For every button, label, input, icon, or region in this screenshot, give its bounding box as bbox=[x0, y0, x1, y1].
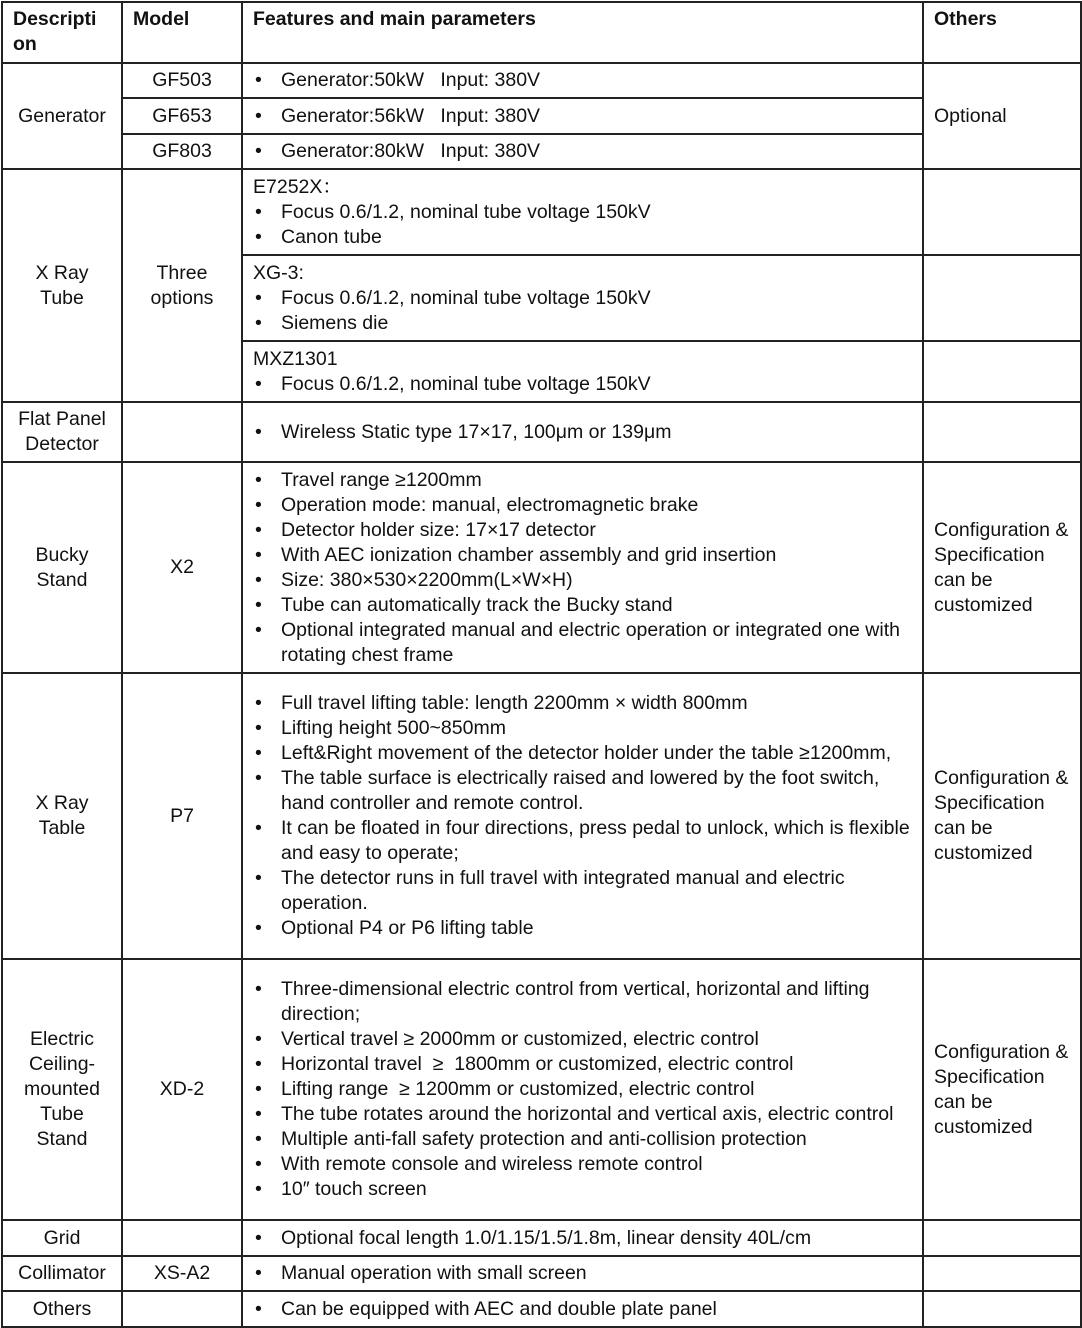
bucky-stand-others: Configuration & Specification can be customized bbox=[923, 462, 1081, 673]
bullet: • Focus 0.6/1.2, nominal tube voltage 150kV bbox=[253, 286, 912, 311]
bullet: • Lifting height 500~850mm bbox=[253, 716, 912, 741]
generator-row-1 bbox=[2, 63, 1081, 98]
flat-panel-model bbox=[122, 402, 242, 462]
bullet: • Siemens die bbox=[253, 311, 912, 336]
bullet: • Optional P4 or P6 lifting table bbox=[253, 916, 912, 941]
bullet: • Focus 0.6/1.2, nominal tube voltage 150kV bbox=[253, 372, 912, 397]
collimator-model: XS-A2 bbox=[122, 1256, 242, 1291]
generator-others: Optional bbox=[923, 63, 1081, 169]
ceiling-stand-row bbox=[2, 959, 1081, 1220]
others-model bbox=[122, 1291, 242, 1327]
xray-tube-option-1 bbox=[242, 169, 923, 255]
collimator-others bbox=[923, 1256, 1081, 1291]
flat-panel-others bbox=[923, 402, 1081, 462]
xray-table-row bbox=[2, 673, 1081, 959]
xray-tube-others-1 bbox=[923, 169, 1081, 255]
generator-description: Generator bbox=[2, 63, 122, 169]
ceiling-stand-others: Configuration & Specification can be customized bbox=[923, 959, 1081, 1220]
generator-model-3: GF803 bbox=[122, 134, 242, 169]
bullet: • Travel range ≥1200mm bbox=[253, 468, 912, 493]
bullet: • Multiple anti-fall safety protection and anti-collision protection bbox=[253, 1127, 912, 1152]
xray-tube-model: Three options bbox=[122, 169, 242, 402]
collimator-row bbox=[2, 1256, 1081, 1291]
header-others: Others bbox=[923, 2, 1081, 63]
bullet: • Manual operation with small screen bbox=[253, 1261, 912, 1286]
grid-model bbox=[122, 1220, 242, 1256]
generator-feature-1 bbox=[242, 63, 923, 98]
bullet: • Wireless Static type 17×17, 100μm or 139μm bbox=[253, 420, 912, 445]
bullet: • Canon tube bbox=[253, 225, 912, 250]
xray-table-others: Configuration & Specification can be customized bbox=[923, 673, 1081, 959]
bullet: • Operation mode: manual, electromagnetic brake bbox=[253, 493, 912, 518]
others-features bbox=[242, 1291, 923, 1327]
bullet: • Size: 380×530×2200mm(L×W×H) bbox=[253, 568, 912, 593]
ceiling-stand-features bbox=[242, 959, 923, 1220]
bullet: • With remote console and wireless remote control bbox=[253, 1152, 912, 1177]
bullet: • The tube rotates around the horizontal and vertical axis, electric control bbox=[253, 1102, 912, 1127]
header-row bbox=[2, 2, 1081, 63]
header-description: Descripti on bbox=[2, 2, 122, 63]
ceiling-stand-model: XD-2 bbox=[122, 959, 242, 1220]
generator-row-3 bbox=[2, 134, 1081, 169]
ceiling-stand-description: Electric Ceiling-mounted Tube Stand bbox=[2, 959, 122, 1220]
option-title: E7252X： bbox=[253, 175, 342, 198]
bullet: • Three-dimensional electric control from vertical, horizontal and lifting direction; bbox=[253, 977, 912, 1027]
bullet: • Lifting range ≥ 1200mm or customized, electric control bbox=[253, 1077, 912, 1102]
option-title: XG-3: bbox=[253, 261, 304, 284]
flat-panel-features bbox=[242, 402, 923, 462]
grid-features bbox=[242, 1220, 923, 1256]
grid-row bbox=[2, 1220, 1081, 1256]
bullet: • Generator:56kW Input: 380V bbox=[253, 104, 912, 129]
bullet: • Generator:50kW Input: 380V bbox=[253, 68, 912, 93]
bullet: • It can be floated in four directions, press pedal to unlock, which is flexible and easy to operate; bbox=[253, 816, 912, 866]
bucky-stand-model: X2 bbox=[122, 462, 242, 673]
xray-tube-option-3 bbox=[242, 341, 923, 402]
bullet: • 10″ touch screen bbox=[253, 1177, 912, 1202]
xray-tube-description: X Ray Tube bbox=[2, 169, 122, 402]
others-others bbox=[923, 1291, 1081, 1327]
bullet: • Left&Right movement of the detector holder under the table ≥1200mm, bbox=[253, 741, 912, 766]
xray-table-features bbox=[242, 673, 923, 959]
flat-panel-row bbox=[2, 402, 1081, 462]
collimator-description: Collimator bbox=[2, 1256, 122, 1291]
bullet: • Full travel lifting table: length 2200mm × width 800mm bbox=[253, 691, 912, 716]
bullet: • Generator:80kW Input: 380V bbox=[253, 139, 912, 164]
xray-tube-option-2 bbox=[242, 255, 923, 341]
bullet: • Optional focal length 1.0/1.15/1.5/1.8m, linear density 40L/cm bbox=[253, 1226, 912, 1251]
grid-others bbox=[923, 1220, 1081, 1256]
bullet: • The table surface is electrically raised and lowered by the foot switch, hand controller and remote control. bbox=[253, 766, 912, 816]
xray-tube-others-2 bbox=[923, 255, 1081, 341]
generator-feature-3 bbox=[242, 134, 923, 169]
bucky-stand-description: Bucky Stand bbox=[2, 462, 122, 673]
header-model: Model bbox=[122, 2, 242, 63]
xray-table-description: X Ray Table bbox=[2, 673, 122, 959]
collimator-features bbox=[242, 1256, 923, 1291]
bucky-stand-row bbox=[2, 462, 1081, 673]
xray-tube-others-3 bbox=[923, 341, 1081, 402]
bullet: • Horizontal travel ≥ 1800mm or customized, electric control bbox=[253, 1052, 912, 1077]
flat-panel-description: Flat Panel Detector bbox=[2, 402, 122, 462]
generator-row-2 bbox=[2, 98, 1081, 134]
option-title: MXZ1301 bbox=[253, 347, 338, 370]
bullet: • The detector runs in full travel with integrated manual and electric operation. bbox=[253, 866, 912, 916]
spec-table bbox=[1, 1, 1082, 1328]
generator-model-1: GF503 bbox=[122, 63, 242, 98]
others-row bbox=[2, 1291, 1081, 1327]
generator-model-2: GF653 bbox=[122, 98, 242, 134]
bullet: • Detector holder size: 17×17 detector bbox=[253, 518, 912, 543]
bullet: • Vertical travel ≥ 2000mm or customized, electric control bbox=[253, 1027, 912, 1052]
xray-tube-row-1 bbox=[2, 169, 1081, 255]
bullet: • Can be equipped with AEC and double plate panel bbox=[253, 1297, 912, 1322]
others-description: Others bbox=[2, 1291, 122, 1327]
bullet: • With AEC ionization chamber assembly and grid insertion bbox=[253, 543, 912, 568]
grid-description: Grid bbox=[2, 1220, 122, 1256]
bullet: • Optional integrated manual and electric operation or integrated one with rotating chest frame bbox=[253, 618, 912, 668]
bullet: • Focus 0.6/1.2, nominal tube voltage 150kV bbox=[253, 200, 912, 225]
bucky-stand-features bbox=[242, 462, 923, 673]
bullet: • Tube can automatically track the Bucky stand bbox=[253, 593, 912, 618]
header-features: Features and main parameters bbox=[242, 2, 923, 63]
xray-table-model: P7 bbox=[122, 673, 242, 959]
generator-feature-2 bbox=[242, 98, 923, 134]
